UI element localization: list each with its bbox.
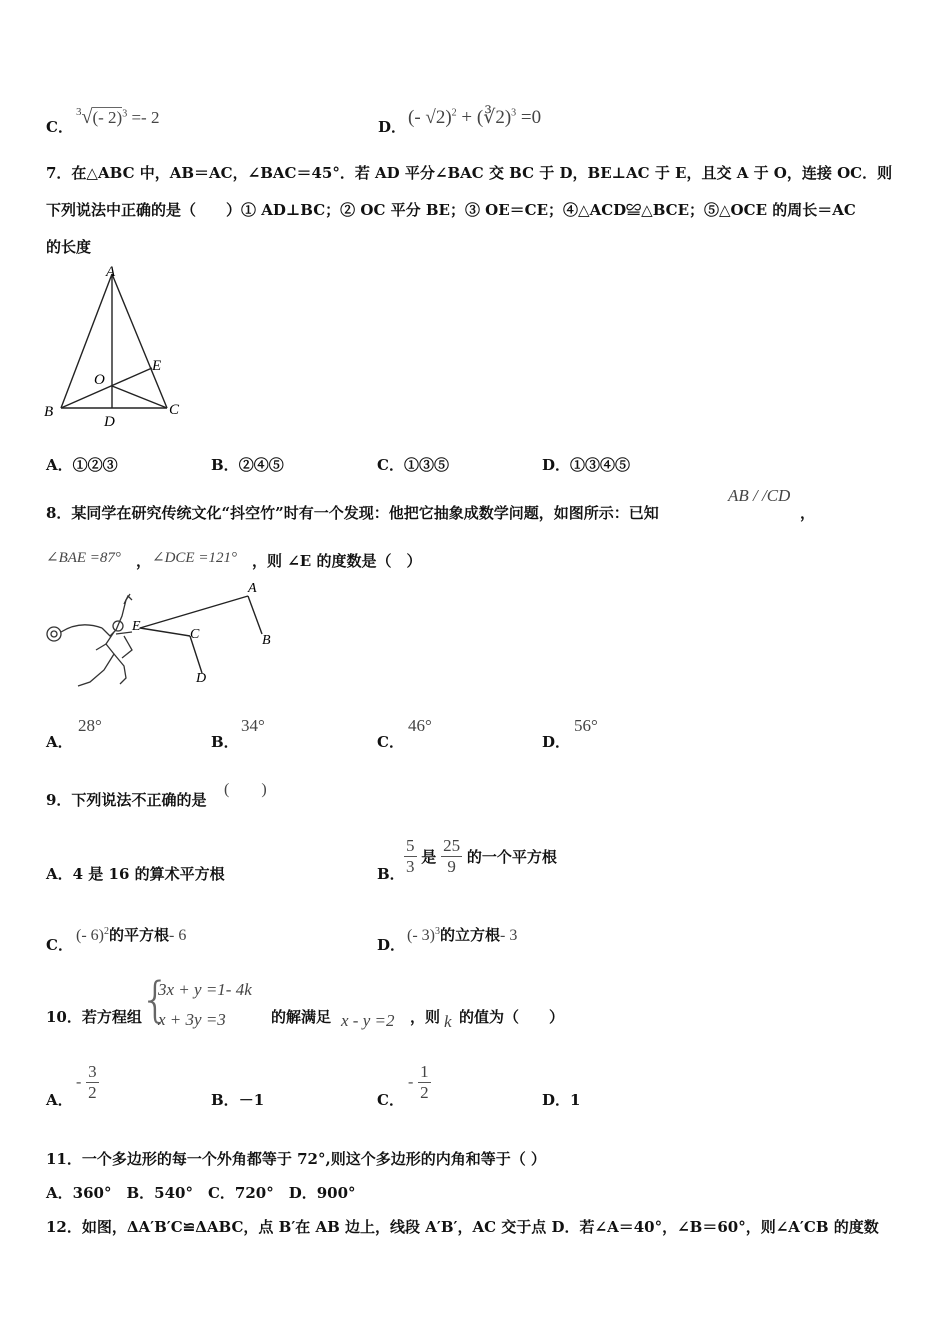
q9-option-d-expr[interactable]: (- 3)$^3$的立方根- 3 (407, 926, 518, 944)
q8-label-e: E (132, 619, 141, 634)
q7-label-e: E (152, 358, 162, 374)
q7-stem-line3: 的长度 (46, 238, 92, 256)
q6-option-d-expr: (- √2)$^2$ + (∛2)$^3$ =0 (408, 107, 542, 128)
q9-option-b-label[interactable]: B． (377, 865, 405, 883)
q8-option-b-value[interactable]: 34° (241, 716, 265, 735)
q8-person-sketch (47, 594, 132, 686)
q10-equation-2: x + 3y =3 (158, 1010, 226, 1029)
q6-option-c-label: C． (46, 118, 73, 136)
q11-options[interactable]: A．360° B．540° C．720° D．900° (46, 1184, 356, 1202)
q9-option-a[interactable]: A．4 是 16 的算术平方根 (46, 865, 225, 883)
q8-option-c-label[interactable]: C． (377, 733, 404, 751)
q8-segment-ab (248, 596, 262, 634)
q8-angle-bae: ∠BAE =87° (46, 550, 121, 566)
q9-frac-5-3: $\frac{5}{3}$ (406, 836, 415, 876)
q8-option-a-label[interactable]: A． (46, 733, 73, 751)
q7-label-o: O (94, 372, 105, 388)
q7-option-c[interactable]: C．①③⑤ (377, 456, 449, 474)
q10-option-a-value[interactable]: - $\frac{3}{2}$ (76, 1062, 97, 1102)
q6-option-d-label: D． (378, 118, 407, 136)
q8-diabolo-figure (40, 578, 290, 698)
q8-stem-line2-rest: ，则 ∠E 的度数是（ ） (252, 552, 422, 570)
q10-then: ，则 (410, 1008, 441, 1026)
q9-option-c-label[interactable]: C． (46, 936, 73, 954)
q8-label-a: A (248, 581, 257, 596)
q9-stem: 9．下列说法不正确的是 (46, 791, 207, 809)
q10-option-c-value[interactable]: - $\frac{1}{2}$ (408, 1062, 429, 1102)
q7-stem-line1: 7．在△ABC 中，AB＝AC，∠BAC＝45°．若 AD 平分∠BAC 交 BC 于 D，BE⊥AC 于 E，且交 A 于 O，连接 OC．则 (46, 164, 893, 182)
q7-option-a[interactable]: A．①②③ (46, 456, 118, 474)
q8-separator: ， (136, 552, 152, 570)
q7-stem-line2: 下列说法中正确的是（ ）① AD⊥BC；② OC 平分 BE；③ OE＝CE；④△ACD≌△BCE；⑤△OCE 的周长＝AC (46, 201, 856, 219)
q8-option-d-label[interactable]: D． (542, 733, 571, 751)
q7-label-c: C (169, 402, 180, 418)
q10-option-b[interactable]: B．－1 (211, 1091, 265, 1109)
q7-label-b: B (44, 404, 54, 420)
q9-option-b-expr[interactable]: $\frac{5}{3}$ 是 $\frac{25}{9}$ 的一个平方根 (406, 836, 557, 876)
q10-option-a-label[interactable]: A． (46, 1091, 73, 1109)
q9-option-c-expr[interactable]: (- 6)$^2$的平方根- 6 (76, 926, 187, 944)
q8-segment-ec (140, 628, 190, 636)
q9-answer-paren: ( ) (224, 781, 267, 798)
q8-option-c-value[interactable]: 46° (408, 716, 432, 735)
q10-tail: 的值为（ ） (459, 1008, 565, 1026)
q7-option-b[interactable]: B．②④⑤ (211, 456, 284, 474)
q10-k: k (444, 1012, 452, 1031)
q11-stem: 11．一个多边形的每一个外角都等于 72°,则这个多边形的内角和等于（ ） (46, 1150, 546, 1168)
q10-stem: 10．若方程组 (46, 1008, 142, 1026)
q9-option-d-label[interactable]: D． (377, 936, 406, 954)
q10-option-d[interactable]: D．1 (542, 1091, 581, 1109)
q7-triangle-figure (40, 262, 200, 432)
q7-option-d[interactable]: D．①③④⑤ (542, 456, 631, 474)
q10-system-brace: { (140, 972, 171, 1028)
q8-angle-dce: ∠DCE =121° (152, 550, 237, 566)
q10-condition: x - y =2 (341, 1011, 395, 1030)
q10-option-c-label[interactable]: C． (377, 1091, 404, 1109)
q7-edge-ac (112, 274, 167, 408)
q8-label-d: D (196, 671, 207, 686)
q8-stem-line1: 8．某同学在研究传统文化“抖空竹”时有一个发现：他把它抽象成数学问题，如图所示：已知 (46, 504, 659, 522)
q9-frac-25-9: $\frac{25}{9}$ (443, 836, 461, 876)
q7-label-a: A (106, 264, 116, 280)
q12-stem: 12．如图，ΔA′B′C≌ΔABC，点 B′在 AB 边上，线段 A′B′，AC 交于点 D．若∠A＝40°，∠B＝60°，则∠A′CB 的度数 (46, 1218, 879, 1236)
q7-label-d: D (104, 414, 115, 430)
q8-option-a-value[interactable]: 28° (78, 716, 102, 735)
q10-equation-1: 3x + y =1- 4k (158, 980, 252, 999)
q8-label-b: B (262, 633, 271, 648)
q8-parallel-expr: AB / /CD (728, 486, 791, 505)
q8-option-b-label[interactable]: B． (211, 733, 239, 751)
q8-comma: ， (800, 504, 816, 522)
q10-mid-text: 的解满足 (271, 1008, 332, 1026)
q8-label-c: C (190, 627, 200, 642)
q8-option-d-value[interactable]: 56° (574, 716, 598, 735)
q6-option-c-expr: $^3$√(- 2)$^3$ =- 2 (76, 106, 160, 128)
q8-segment-ea (140, 596, 248, 628)
